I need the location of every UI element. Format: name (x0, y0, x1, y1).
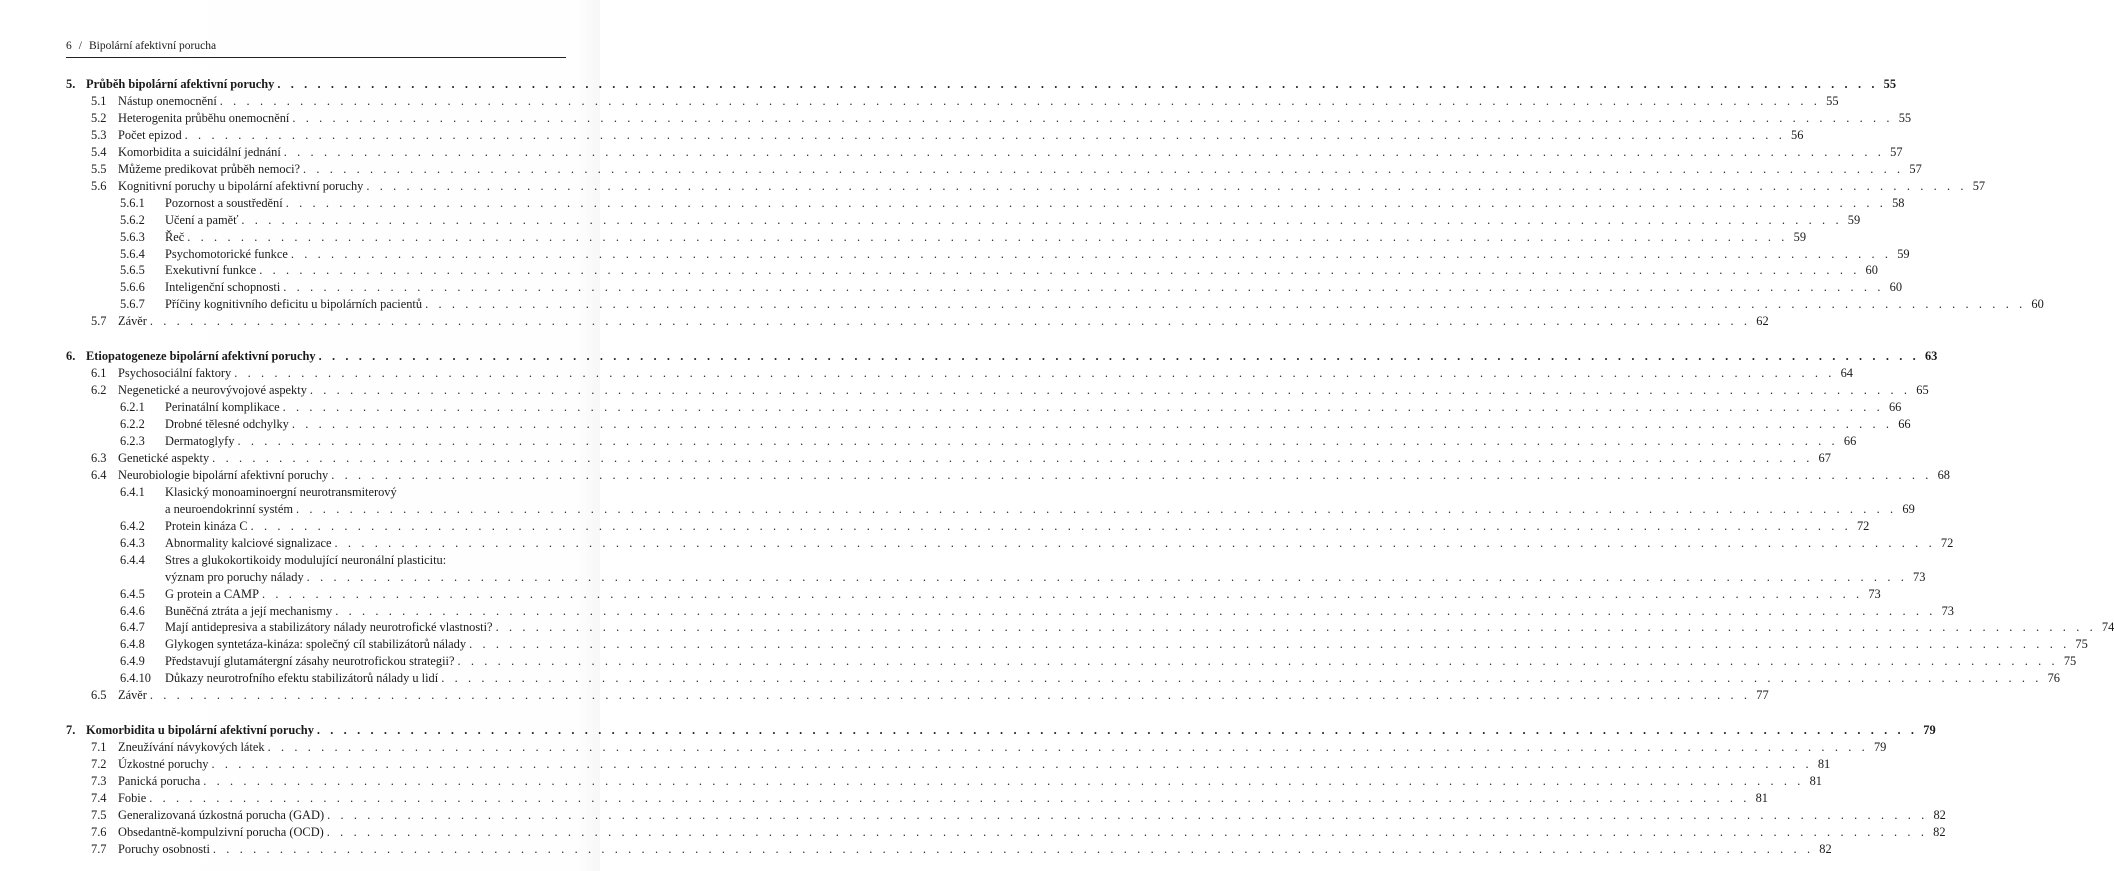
entry-title: Řeč (165, 229, 185, 244)
toc-entry (120, 262, 1878, 279)
toc-entry (120, 636, 2088, 653)
toc-entry-continuation (165, 569, 1926, 586)
dot-leader: . . . . . . . . . . . . . . . . . . . . . . . . . . . . . . . . . . . . . . . . . . . . . . . . . . . . . . . . . . . . . . . . . . . . . . . . . . . . . . . . . . . . . . . . . . . . . . . . . . . . . . . . . . . . . . . . . . . . . . . . (283, 280, 1885, 295)
entry-title: Inteligenční schopnosti (165, 280, 281, 295)
toc-entry (120, 586, 1881, 603)
toc-entry (91, 178, 1986, 195)
dot-leader: . . . . . . . . . . . . . . . . . . . . . . . . . . . . . . . . . . . . . . . . . . . . . . . . . . . . . . . . . . . . . . . . . . . . . . . . . . . . . . . . . . . . . . . . . . . . . . . . . . . . . . . . . . . . . . . . . . . . . . . . (282, 400, 1884, 415)
toc-entry (120, 552, 560, 569)
header-separator: / (78, 40, 82, 52)
dot-leader: . . . . . . . . . . . . . . . . . . . . . . . . . . . . . . . . . . . . . . . . . . . . . . . . . . . . . . . . . . . . . . . . . . . . . . . . . . . . . . . . . . . . . . . . . . . . . . . . . . . . . . . . . . . . . . . . . . . . . . . . (290, 246, 1892, 261)
entry-number: 5.6.1 (120, 195, 145, 210)
entry-page-number: 73 (1868, 586, 1881, 601)
dot-leader: . . . . . . . . . . . . . . . . . . . . . . . . . . . . . . . . . . . . . . . . . . . . . . . . . . . . . . . . . . . . . . . . . . . . . . . . . . . . . . . . . . . . . . . . . . . . . . . . . . . . . . . . . . . . . . . . . . . . . . . . (267, 740, 1869, 755)
dot-leader: . . . . . . . . . . . . . . . . . . . . . . . . . . . . . . . . . . . . . . . . . . . . . . . . . . . . . . . . . . . . . . . . . . . . . . . . . . . . . . . . . . . . . . . . . . . . . . . . . . . . . . . . . . . . . . . . . . . . . . . . (335, 603, 1936, 618)
entry-title: Závěr (118, 314, 147, 329)
dot-leader: . . . . . . . . . . . . . . . . . . . . . . . . . . . . . . . . . . . . . . . . . . . . . . . . . . . . . . . . . . . . . . . . . . . . . . . . . . . . . . . . . . . . . . . . . . . . . . . . . . . . . . . . . . . . . . . . . . . . . . . . (234, 366, 1835, 381)
toc-entry (120, 212, 1861, 229)
entry-title: Můžeme predikovat průběh nemoci? (118, 161, 301, 176)
entry-title: Úzkostné poruchy (118, 757, 209, 772)
entry-page-number: 66 (1888, 400, 1902, 415)
entry-title: Učení a paměť (165, 212, 239, 227)
entry-page-number: 60 (1889, 280, 1903, 295)
dot-leader: . . . . . . . . . . . . . . . . . . . . . . . . . . . . . . . . . . . . . . . . . . . . . . . . . . . . . . . . . . . . . . . . . . . . . . . . . . . . . . . . . . . . . . . . . . . . . . . . . . . . . . . . . . . . . . . . . . . . . . . . (283, 144, 1885, 159)
entry-number: 6.4.2 (120, 518, 145, 533)
entry-number: 6.4.10 (120, 671, 151, 686)
toc-entry (120, 619, 2114, 636)
dot-leader: . . . . . . . . . . . . . . . . . . . . . . . . . . . . . . . . . . . . . . . . . . . . . . . . . . . . . . . . . . . . . . . . . . . . . . . . . . . . . . . . . . . . . . . . . . . . . . . . . . . . . . . . . . . . . . . . . . . . . . . . (149, 791, 1750, 805)
entry-title-continuation: význam pro poruchy nálady (165, 569, 304, 584)
entry-number: 7.7 (91, 841, 107, 856)
dot-leader: . . . . . . . . . . . . . . . . . . . . . . . . . . . . . . . . . . . . . . . . . . . . . . . . . . . . . . . . . . . . . . . . . . . . . . . . . . . . . . . . . . . . . . . . . . . . . . . . . . . . . . . . . . . . . . . . . . . . . . . . (316, 723, 1918, 738)
entry-number: 6.4.5 (120, 586, 145, 601)
entry-page-number: 73 (1913, 569, 1926, 584)
toc-entry (120, 535, 1954, 552)
entry-number: 6.3 (91, 450, 107, 465)
toc-entry (91, 807, 1946, 824)
dot-leader: . . . . . . . . . . . . . . . . . . . . . . . . . . . . . . . . . . . . . . . . . . . . . . . . . . . . . . . . . . . . . . . . . . . . . . . . . . . . . . . . . . . . . . . . . . . . . . . . . . . . . . . . . . . . . . . . . . . . . . . . (326, 824, 1928, 839)
chapter-row (66, 76, 1897, 93)
chapter-row (66, 722, 1936, 739)
dot-leader: . . . . . . . . . . . . . . . . . . . . . . . . . . . . . . . . . . . . . . . . . . . . . . . . . . . . . . . . . . . . . . . . . . . . . . . . . . . . . . . . . . . . . . . . . . . . . . . . . . . . . . . . . . . . . . . . . . . . . . . . (285, 195, 1887, 210)
entry-page-number: 65 (1916, 383, 1929, 398)
toc-entry (91, 110, 1912, 127)
entry-page-number: 66 (1898, 417, 1911, 432)
entry-number: 7.6 (91, 824, 107, 839)
entry-title: Neurobiologie bipolární afektivní poruchy (118, 467, 329, 482)
dot-leader: . . . . . . . . . . . . . . . . . . . . . . . . . . . . . . . . . . . . . . . . . . . . . . . . . . . . . . . . . . . . . . . . . . . . . . . . . . . . . . . . . . . . . . . . . . . . . . . . . . . . . . . . . . . . . . . . . . . . . . . . (296, 501, 1897, 516)
entry-page-number: 64 (1840, 366, 1853, 381)
entry-title: Důkazy neurotrofního efektu stabilizátorů nálady u lidí (165, 671, 439, 686)
dot-leader: . . . . . . . . . . . . . . . . . . . . . . . . . . . . . . . . . . . . . . . . . . . . . . . . . . . . . . . . . . . . . . . . . . . . . . . . . . . . . . . . . . . . . . . . . . . . . . . . . . . . . . . . . . . . . . . . . . . . . . . . (203, 774, 1804, 789)
entry-title: Průběh bipolární afektivní poruchy (86, 77, 275, 91)
entry-page-number: 76 (2047, 671, 2060, 686)
dot-leader: . . . . . . . . . . . . . . . . . . . . . . . . . . . . . . . . . . . . . . . . . . . . . . . . . . . . . . . . . . . . . . . . . . . . . . . . . . . . . . . . . . . . . . . . . . . . . . . . . . . . . . . . . . . . . . . . . . . . . . . . (457, 654, 2059, 669)
toc-entry (120, 195, 1905, 212)
entry-title: Poruchy osobnosti (118, 841, 210, 856)
entry-page-number: 79 (1873, 740, 1887, 755)
entry-title: Dermatoglyfy (165, 434, 235, 448)
toc-entry (91, 365, 1853, 382)
entry-title: Negenetické a neurovývojové aspekty (118, 383, 307, 398)
entry-title: Buněčná ztráta a její mechanismy (165, 603, 333, 618)
toc-entry (91, 144, 1903, 161)
toc-entry (91, 313, 1769, 330)
entry-title: Psychomotorické funkce (165, 246, 288, 261)
entry-title: Nástup onemocnění (118, 93, 217, 108)
entry-number: 5.4 (91, 144, 107, 159)
dot-leader: . . . . . . . . . . . . . . . . . . . . . . . . . . . . . . . . . . . . . . . . . . . . . . . . . . . . . . . . . . . . . . . . . . . . . . . . . . . . . . . . . . . . . . . . . . . . . . . . . . . . . . . . . . . . . . . . . . . . . . . . (469, 637, 2070, 652)
toc-entry (120, 670, 2060, 687)
entry-number: 5.6.4 (120, 246, 145, 261)
entry-number: 5.6.2 (120, 212, 145, 227)
entry-title: Abnormality kalciové signalizace (165, 535, 332, 550)
entry-number: 6.4.7 (120, 620, 145, 635)
entry-page-number: 81 (1817, 757, 1831, 772)
entry-title: Komorbidita a suicidální jednání (118, 144, 281, 159)
toc-entry (120, 246, 1910, 263)
entry-title: Představují glutamátergní zásahy neurotrofickou strategii? (165, 654, 455, 669)
entry-page-number: 72 (1940, 535, 1954, 550)
entry-number: 6.1 (91, 366, 107, 381)
entry-number: 7.1 (91, 740, 107, 755)
toc-entry (91, 841, 1832, 858)
entry-page-number: 62 (1756, 314, 1769, 329)
dot-leader: . . . . . . . . . . . . . . . . . . . . . . . . . . . . . . . . . . . . . . . . . . . . . . . . . . . . . . . . . . . . . . . . . . . . . . . . . . . . . . . . . . . . . . . . . . . . . . . . . . . . . . . . . . . . . . . . . . . . . . . . (495, 620, 2097, 635)
toc-entry (120, 229, 1807, 246)
entry-page-number: 57 (1909, 161, 1922, 176)
dot-leader: . . . . . . . . . . . . . . . . . . . . . . . . . . . . . . . . . . . . . . . . . . . . . . . . . . . . . . . . . . . . . . . . . . . . . . . . . . . . . . . . . . . . . . . . . . . . . . . . . . . . . . . . . . . . . . . . . . . . . . . . (184, 127, 1786, 142)
toc-entry (120, 296, 2044, 313)
entry-page-number: 68 (1937, 467, 1950, 482)
dot-leader: . . . . . . . . . . . . . . . . . . . . . . . . . . . . . . . . . . . . . . . . . . . . . . . . . . . . . . . . . . . . . . . . . . . . . . . . . . . . . . . . . . . . . . . . . . . . . . . . . . . . . . . . . . . . . . . . . . . . . . . . (331, 467, 1932, 482)
entry-number: 5.6.3 (120, 229, 145, 244)
toc-entry (120, 399, 1902, 416)
entry-title: Genetické aspekty (118, 450, 210, 465)
dot-leader: . . . . . . . . . . . . . . . . . . . . . . . . . . . . . . . . . . . . . . . . . . . . . . . . . . . . . . . . . . . . . . . . . . . . . . . . . . . . . . . . . . . . . . . . . . . . . . . . . . . . . . . . . . . . . . . . . . . . . . . . (318, 349, 1920, 364)
entry-title: Mají antidepresiva a stabilizátory nálady neurotrofické vlastnosti? (165, 620, 493, 635)
entry-page-number: 60 (2031, 297, 2044, 312)
entry-number: 5.6.7 (120, 297, 145, 312)
entry-title: Fobie (118, 791, 147, 805)
entry-title: Stres a glukokortikoidy modulující neuronální plasticitu: (165, 552, 447, 567)
entry-page-number: 59 (1897, 246, 1910, 261)
dot-leader: . . . . . . . . . . . . . . . . . . . . . . . . . . . . . . . . . . . . . . . . . . . . . . . . . . . . . . . . . . . . . . . . . . . . . . . . . . . . . . . . . . . . . . . . . . . . . . . . . . . . . . . . . . . . . . . . . . . . . . . . (241, 212, 1843, 227)
toc-entry (120, 653, 2077, 670)
entry-number: 6.4.8 (120, 637, 145, 652)
entry-page-number: 79 (1923, 723, 1936, 738)
entry-page-number: 66 (1843, 434, 1857, 448)
entry-title: Protein kináza C (165, 518, 248, 533)
entry-number: 7.5 (91, 807, 107, 822)
entry-number: 5.3 (91, 127, 107, 142)
entry-page-number: 74 (2101, 620, 2114, 635)
entry-number: 7. (66, 723, 76, 738)
entry-number: 5.6.6 (120, 280, 145, 295)
entry-page-number: 58 (1892, 195, 1905, 210)
entry-title: Psychosociální faktory (118, 366, 232, 381)
entry-page-number: 59 (1793, 229, 1807, 244)
entry-title: Komorbidita u bipolární afektivní poruchy (86, 723, 314, 738)
entry-number: 5.5 (91, 161, 107, 176)
entry-title: G protein a CAMP (165, 586, 259, 601)
header-book-title: Bipolární afektivní porucha (88, 40, 217, 52)
entry-page-number: 81 (1755, 791, 1768, 805)
entry-page-number: 81 (1809, 774, 1822, 789)
toc-entry (120, 279, 1903, 296)
dot-leader: . . . . . . . . . . . . . . . . . . . . . . . . . . . . . . . . . . . . . . . . . . . . . . . . . . . . . . . . . . . . . . . . . . . . . . . . . . . . . . . . . . . . . . . . . . . . . . . . . . . . . . . . . . . . . . . . . . . . . . . . (327, 807, 1928, 822)
entry-page-number: 63 (1924, 349, 1938, 364)
dot-leader: . . . . . . . . . . . . . . . . . . . . . . . . . . . . . . . . . . . . . . . . . . . . . . . . . . . . . . . . . . . . . . . . . . . . . . . . . . . . . . . . . . . . . . . . . . . . . . . . . . . . . . . . . . . . . . . . . . . . . . . . (366, 178, 1968, 193)
entry-number: 6.2.2 (120, 417, 145, 432)
entry-page-number: 57 (1890, 144, 1903, 159)
dot-leader: . . . . . . . . . . . . . . . . . . . . . . . . . . . . . . . . . . . . . . . . . . . . . . . . . . . . . . . . . . . . . . . . . . . . . . . . . . . . . . . . . . . . . . . . . . . . . . . . . . . . . . . . . . . . . . . . . . . . . . . . (441, 671, 2042, 686)
dot-leader: . . . . . . . . . . . . . . . . . . . . . . . . . . . . . . . . . . . . . . . . . . . . . . . . . . . . . . . . . . . . . . . . . . . . . . . . . . . . . . . . . . . . . . . . . . . . . . . . . . . . . . . . . . . . . . . . . . . . . . . . (425, 297, 2026, 312)
entry-number: 6.4.1 (120, 484, 145, 499)
entry-number: 5.7 (91, 314, 107, 329)
entry-title: Exekutivní funkce (165, 263, 257, 278)
dot-leader: . . . . . . . . . . . . . . . . . . . . . . . . . . . . . . . . . . . . . . . . . . . . . . . . . . . . . . . . . . . . . . . . . . . . . . . . . . . . . . . . . . . . . . . . . . . . . . . . . . . . . . . . . . . . . . . . . . . . . . . . (212, 841, 1814, 856)
entry-title: Drobné tělesné odchylky (165, 417, 289, 432)
entry-title: Kognitivní poruchy u bipolární afektivní poruchy (118, 178, 364, 193)
entry-number: 7.3 (91, 774, 107, 789)
toc-entry (91, 93, 1839, 110)
entry-number: 6.4.6 (120, 603, 145, 618)
toc-entry (91, 756, 1831, 773)
entry-number: 6.4 (91, 467, 107, 482)
entry-page-number: 82 (1933, 807, 1946, 822)
toc-entry (91, 467, 1950, 484)
entry-title: Obsedantně-kompulzivní porucha (OCD) (118, 824, 324, 839)
dot-leader: . . . . . . . . . . . . . . . . . . . . . . . . . . . . . . . . . . . . . . . . . . . . . . . . . . . . . . . . . . . . . . . . . . . . . . . . . . . . . . . . . . . . . . . . . . . . . . . . . . . . . . . . . . . . . . . . . . . . . . . . (211, 757, 1813, 772)
entry-page-number: 82 (1819, 841, 1832, 856)
entry-page-number: 56 (1791, 127, 1804, 142)
entry-number: 6.5 (91, 688, 107, 703)
entry-page-number: 69 (1902, 501, 1915, 516)
entry-title: Heterogenita průběhu onemocnění (118, 110, 290, 125)
toc-entry (120, 603, 1954, 620)
entry-title: Počet epizod (118, 127, 182, 142)
dot-leader: . . . . . . . . . . . . . . . . . . . . . . . . . . . . . . . . . . . . . . . . . . . . . . . . . . . . . . . . . . . . . . . . . . . . . . . . . . . . . . . . . . . . . . . . . . . . . . . . . . . . . . . . . . . . . . . . . . . . . . . . (261, 586, 1863, 601)
dot-leader: . . . . . . . . . . . . . . . . . . . . . . . . . . . . . . . . . . . . . . . . . . . . . . . . . . . . . . . . . . . . . . . . . . . . . . . . . . . . . . . . . . . . . . . . . . . . . . . . . . . . . . . . . . . . . . . . . . . . . . . . (250, 518, 1852, 533)
dot-leader: . . . . . . . . . . . . . . . . . . . . . . . . . . . . . . . . . . . . . . . . . . . . . . . . . . . . . . . . . . . . . . . . . . . . . . . . . . . . . . . . . . . . . . . . . . . . . . . . . . . . . . . . . . . . . . . . . . . . . . . . (309, 383, 1911, 398)
entry-page-number: 75 (2063, 654, 2077, 669)
chapter-row (66, 348, 1938, 365)
entry-page-number: 77 (1756, 688, 1769, 703)
dot-leader: . . . . . . . . . . . . . . . . . . . . . . . . . . . . . . . . . . . . . . . . . . . . . . . . . . . . . . . . . . . . . . . . . . . . . . . . . . . . . . . . . . . . . . . . . . . . . . . . . . . . . . . . . . . . . . . . . . . . . . . . (219, 93, 1821, 108)
toc-entry (91, 773, 1822, 790)
entry-number: 5. (66, 77, 76, 91)
entry-title: Perinatální komplikace (165, 400, 280, 415)
header-page-number: 6 (66, 40, 72, 52)
dot-leader: . . . . . . . . . . . . . . . . . . . . . . . . . . . . . . . . . . . . . . . . . . . . . . . . . . . . . . . . . . . . . . . . . . . . . . . . . . . . . . . . . . . . . . . . . . . . . . . . . . . . . . . . . . . . . . . . . . . . . . . . (303, 161, 1904, 176)
entry-page-number: 55 (1898, 110, 1912, 125)
toc-entry (91, 161, 1922, 178)
entry-page-number: 75 (2075, 637, 2088, 652)
dot-leader: . . . . . . . . . . . . . . . . . . . . . . . . . . . . . . . . . . . . . . . . . . . . . . . . . . . . . . . . . . . . . . . . . . . . . . . . . . . . . . . . . . . . . . . . . . . . . . . . . . . . . . . . . . . . . . . . . . . . . . . . (306, 569, 1908, 584)
toc-entry (91, 687, 1769, 704)
entry-title: Příčiny kognitivního deficitu u bipolárních pacientů (165, 297, 423, 312)
entry-number: 5.6 (91, 178, 107, 193)
entry-page-number: 73 (1941, 603, 1954, 618)
entry-number: 5.2 (91, 110, 107, 125)
entry-page-number: 67 (1818, 450, 1831, 465)
entry-number: 6.4.3 (120, 535, 145, 550)
entry-title: Panická porucha (118, 774, 201, 789)
toc-entry-continuation (165, 501, 1915, 518)
entry-page-number: 55 (1826, 93, 1839, 108)
entry-page-number: 57 (1972, 178, 1986, 193)
toc-entry (91, 127, 1804, 144)
toc-entry (120, 518, 1870, 535)
entry-number: 6.4.4 (120, 552, 145, 567)
entry-number: 7.4 (91, 791, 107, 805)
entry-title: Etiopatogeneze bipolární afektivní poruchy (86, 349, 316, 364)
dot-leader: . . . . . . . . . . . . . . . . . . . . . . . . . . . . . . . . . . . . . . . . . . . . . . . . . . . . . . . . . . . . . . . . . . . . . . . . . . . . . . . . . . . . . . . . . . . . . . . . . . . . . . . . . . . . . . . . . . . . . . . . (277, 77, 1879, 91)
entry-number: 6.2 (91, 383, 107, 398)
toc-entry (91, 824, 1946, 841)
entry-page-number: 60 (1865, 263, 1878, 278)
toc-entry (120, 484, 560, 501)
dot-leader: . . . . . . . . . . . . . . . . . . . . . . . . . . . . . . . . . . . . . . . . . . . . . . . . . . . . . . . . . . . . . . . . . . . . . . . . . . . . . . . . . . . . . . . . . . . . . . . . . . . . . . . . . . . . . . . . . . . . . . . . (149, 688, 1751, 703)
entry-title: Pozornost a soustředění (165, 195, 283, 210)
entry-page-number: 82 (1933, 824, 1946, 839)
entry-number: 7.2 (91, 757, 107, 772)
entry-page-number: 72 (1856, 518, 1870, 533)
entry-number: 6.4.9 (120, 654, 145, 669)
toc-entry (91, 790, 1768, 807)
entry-title-continuation: a neuroendokrinní systém (165, 501, 294, 516)
entry-title: Glykogen syntetáza-kináza: společný cíl stabilizátorů nálady (165, 637, 467, 652)
toc-entry (120, 433, 1857, 450)
entry-number: 6. (66, 349, 76, 364)
dot-leader: . . . . . . . . . . . . . . . . . . . . . . . . . . . . . . . . . . . . . . . . . . . . . . . . . . . . . . . . . . . . . . . . . . . . . . . . . . . . . . . . . . . . . . . . . . . . . . . . . . . . . . . . . . . . . . . . . . . . . . . . (291, 417, 1893, 432)
dot-leader: . . . . . . . . . . . . . . . . . . . . . . . . . . . . . . . . . . . . . . . . . . . . . . . . . . . . . . . . . . . . . . . . . . . . . . . . . . . . . . . . . . . . . . . . . . . . . . . . . . . . . . . . . . . . . . . . . . . . . . . . (149, 314, 1751, 329)
entry-title: Klasický monoaminoergní neurotransmiterový (165, 484, 397, 499)
dot-leader: . . . . . . . . . . . . . . . . . . . . . . . . . . . . . . . . . . . . . . . . . . . . . . . . . . . . . . . . . . . . . . . . . . . . . . . . . . . . . . . . . . . . . . . . . . . . . . . . . . . . . . . . . . . . . . . . . . . . . . . . (259, 263, 1860, 278)
toc-entry (91, 382, 1929, 399)
entry-title: Zneužívání návykových látek (118, 740, 265, 755)
dot-leader: . . . . . . . . . . . . . . . . . . . . . . . . . . . . . . . . . . . . . . . . . . . . . . . . . . . . . . . . . . . . . . . . . . . . . . . . . . . . . . . . . . . . . . . . . . . . . . . . . . . . . . . . . . . . . . . . . . . . . . . . (292, 110, 1894, 125)
dot-leader: . . . . . . . . . . . . . . . . . . . . . . . . . . . . . . . . . . . . . . . . . . . . . . . . . . . . . . . . . . . . . . . . . . . . . . . . . . . . . . . . . . . . . . . . . . . . . . . . . . . . . . . . . . . . . . . . . . . . . . . . (187, 229, 1789, 244)
dot-leader: . . . . . . . . . . . . . . . . . . . . . . . . . . . . . . . . . . . . . . . . . . . . . . . . . . . . . . . . . . . . . . . . . . . . . . . . . . . . . . . . . . . . . . . . . . . . . . . . . . . . . . . . . . . . . . . . . . . . . . . . (334, 535, 1936, 550)
dot-leader: . . . . . . . . . . . . . . . . . . . . . . . . . . . . . . . . . . . . . . . . . . . . . . . . . . . . . . . . . . . . . . . . . . . . . . . . . . . . . . . . . . . . . . . . . . . . . . . . . . . . . . . . . . . . . . . . . . . . . . . . (237, 434, 1839, 448)
entry-number: 6.2.1 (120, 400, 145, 415)
toc-entry (91, 450, 1831, 467)
entry-page-number: 59 (1847, 212, 1861, 227)
entry-number: 5.6.5 (120, 263, 145, 278)
entry-page-number: 55 (1883, 77, 1897, 91)
entry-title: Závěr (118, 688, 147, 703)
entry-number: 5.1 (91, 93, 107, 108)
entry-number: 6.2.3 (120, 434, 145, 448)
entry-title: Generalizovaná úzkostná porucha (GAD) (118, 807, 325, 822)
toc-entry (120, 416, 1911, 433)
dot-leader: . . . . . . . . . . . . . . . . . . . . . . . . . . . . . . . . . . . . . . . . . . . . . . . . . . . . . . . . . . . . . . . . . . . . . . . . . . . . . . . . . . . . . . . . . . . . . . . . . . . . . . . . . . . . . . . . . . . . . . . . (212, 450, 1813, 465)
toc-entry (91, 739, 1887, 756)
